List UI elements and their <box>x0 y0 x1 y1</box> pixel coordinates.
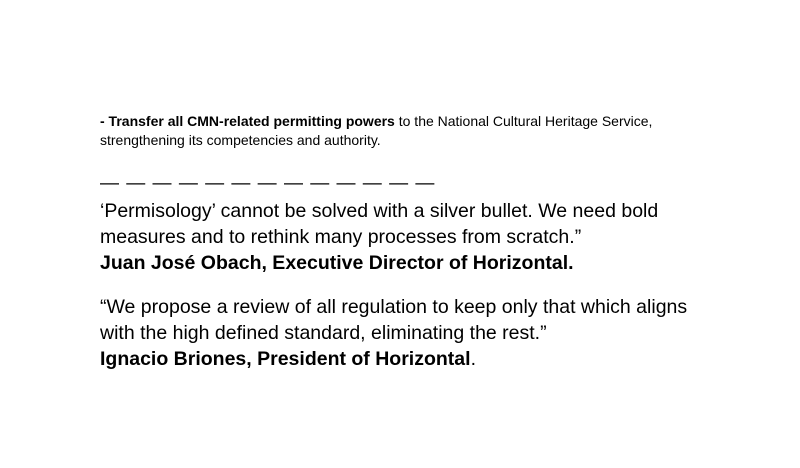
quote-text: “We propose a review of all regulation to keep only that which aligns with the high defined standard, eliminating the rest.” <box>100 296 688 344</box>
quote-text: ‘Permisology’ cannot be solved with a silver bullet. We need bold measures and to rethink many processes from scratch.” <box>100 200 659 248</box>
proposal-bullet-bold: - Transfer all CMN-related permitting powers <box>100 113 395 129</box>
quote-author-name: Ignacio Briones, President of Horizontal <box>100 348 471 370</box>
quote-obach <box>100 198 720 276</box>
quote-author-suffix: . <box>470 348 476 370</box>
dash-divider: — — — — — — — — — — — — — <box>100 173 436 194</box>
quote-author-name: Juan José Obach, Executive Director of Horizontal. <box>100 252 574 274</box>
quote-author <box>100 346 720 372</box>
proposal-bullet <box>100 112 700 150</box>
quote-author <box>100 250 720 276</box>
quote-briones <box>100 294 720 372</box>
proposal-bullet-text: to the National Cultural Heritage Service, strengthening its competencies and authority. <box>100 113 653 148</box>
